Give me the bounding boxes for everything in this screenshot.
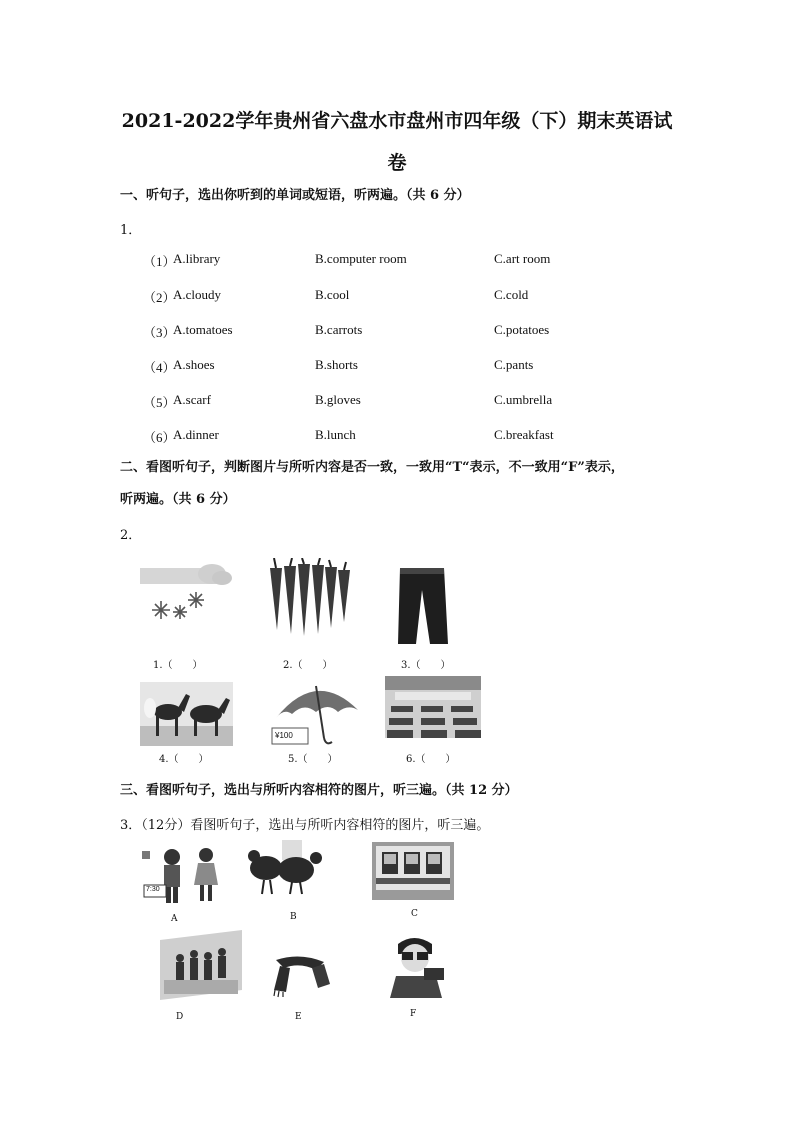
pants-image bbox=[392, 566, 452, 646]
label-b: B bbox=[290, 912, 297, 922]
option-c: C.pants bbox=[494, 357, 534, 372]
option-number: （2） bbox=[143, 290, 176, 305]
section3-heading: 三、看图听句子，选出与所听内容相符的图片，听三遍。（共 12 分） bbox=[120, 783, 518, 798]
option-number: （1） bbox=[143, 254, 176, 269]
label-a: A bbox=[171, 914, 178, 924]
label-e: E bbox=[295, 1012, 302, 1022]
option-b: B.cool bbox=[315, 287, 350, 302]
boy-glasses-image bbox=[384, 934, 450, 998]
option-c: C.cold bbox=[494, 287, 529, 302]
question-1-number: 1． bbox=[120, 223, 142, 238]
option-b: B.shorts bbox=[315, 357, 358, 372]
option-number: （4） bbox=[143, 360, 176, 375]
option-b: B.carrots bbox=[315, 322, 363, 337]
label-d: D bbox=[176, 1012, 184, 1022]
caption-4: 4.（ ） bbox=[159, 754, 209, 765]
section1-heading: 一、听句子，选出你听到的单词或短语，听两遍。（共 6 分） bbox=[120, 188, 470, 203]
option-b: B.lunch bbox=[315, 427, 356, 442]
caption-5: 5.（ ） bbox=[288, 754, 338, 765]
option-c: C.umbrella bbox=[494, 392, 553, 407]
kids-clock-image bbox=[140, 843, 220, 907]
section2-heading-cont: 听两遍。（共 6 分） bbox=[120, 492, 236, 507]
page-title-cont: 卷 bbox=[387, 152, 407, 174]
option-number: （5） bbox=[143, 395, 176, 410]
clock-text: 7:30 bbox=[146, 886, 160, 893]
option-number: （6） bbox=[143, 430, 176, 445]
question-3-text: 3．（12分）看图听句子，选出与所听内容相符的图片，听三遍。 bbox=[120, 818, 490, 833]
option-c: C.potatoes bbox=[494, 322, 550, 337]
carrots-image bbox=[262, 558, 354, 638]
label-f: F bbox=[410, 1009, 417, 1019]
page-title: 2021-2022学年贵州省六盘水市盘州市四年级（下）期末英语试 bbox=[121, 110, 673, 132]
hens-image bbox=[246, 840, 324, 898]
section2-heading: 二、看图听句子，判断图片与所听内容是否一致，一致用“T“表示，不一致用“F”表示， bbox=[120, 460, 624, 475]
option-number: （3） bbox=[143, 325, 176, 340]
option-a: A.shoes bbox=[173, 357, 215, 372]
option-c: C.breakfast bbox=[494, 427, 554, 442]
computer-desks-image bbox=[372, 842, 454, 900]
caption-6: 6.（ ） bbox=[406, 754, 456, 765]
option-a: A.tomatoes bbox=[173, 322, 233, 337]
computer-room-image bbox=[385, 676, 481, 738]
question-2-number: 2． bbox=[120, 528, 142, 543]
option-b: B.computer room bbox=[315, 251, 407, 266]
caption-1: 1.（ ） bbox=[153, 660, 203, 671]
option-c: C.art room bbox=[494, 251, 551, 266]
option-a: A.cloudy bbox=[173, 287, 222, 302]
option-b: B.gloves bbox=[315, 392, 361, 407]
scarf-image bbox=[266, 952, 334, 998]
label-c: C bbox=[411, 909, 418, 919]
snow-weather-image bbox=[140, 560, 235, 630]
option-a: A.scarf bbox=[173, 392, 211, 407]
caption-2: 2.（ ） bbox=[283, 660, 333, 671]
option-a: A.library bbox=[173, 251, 221, 266]
option-a: A.dinner bbox=[173, 427, 219, 442]
group-photo-image bbox=[160, 930, 242, 1000]
horses-image bbox=[140, 682, 233, 746]
caption-3: 3.（ ） bbox=[401, 660, 451, 671]
price-tag: ¥100 bbox=[275, 731, 293, 740]
